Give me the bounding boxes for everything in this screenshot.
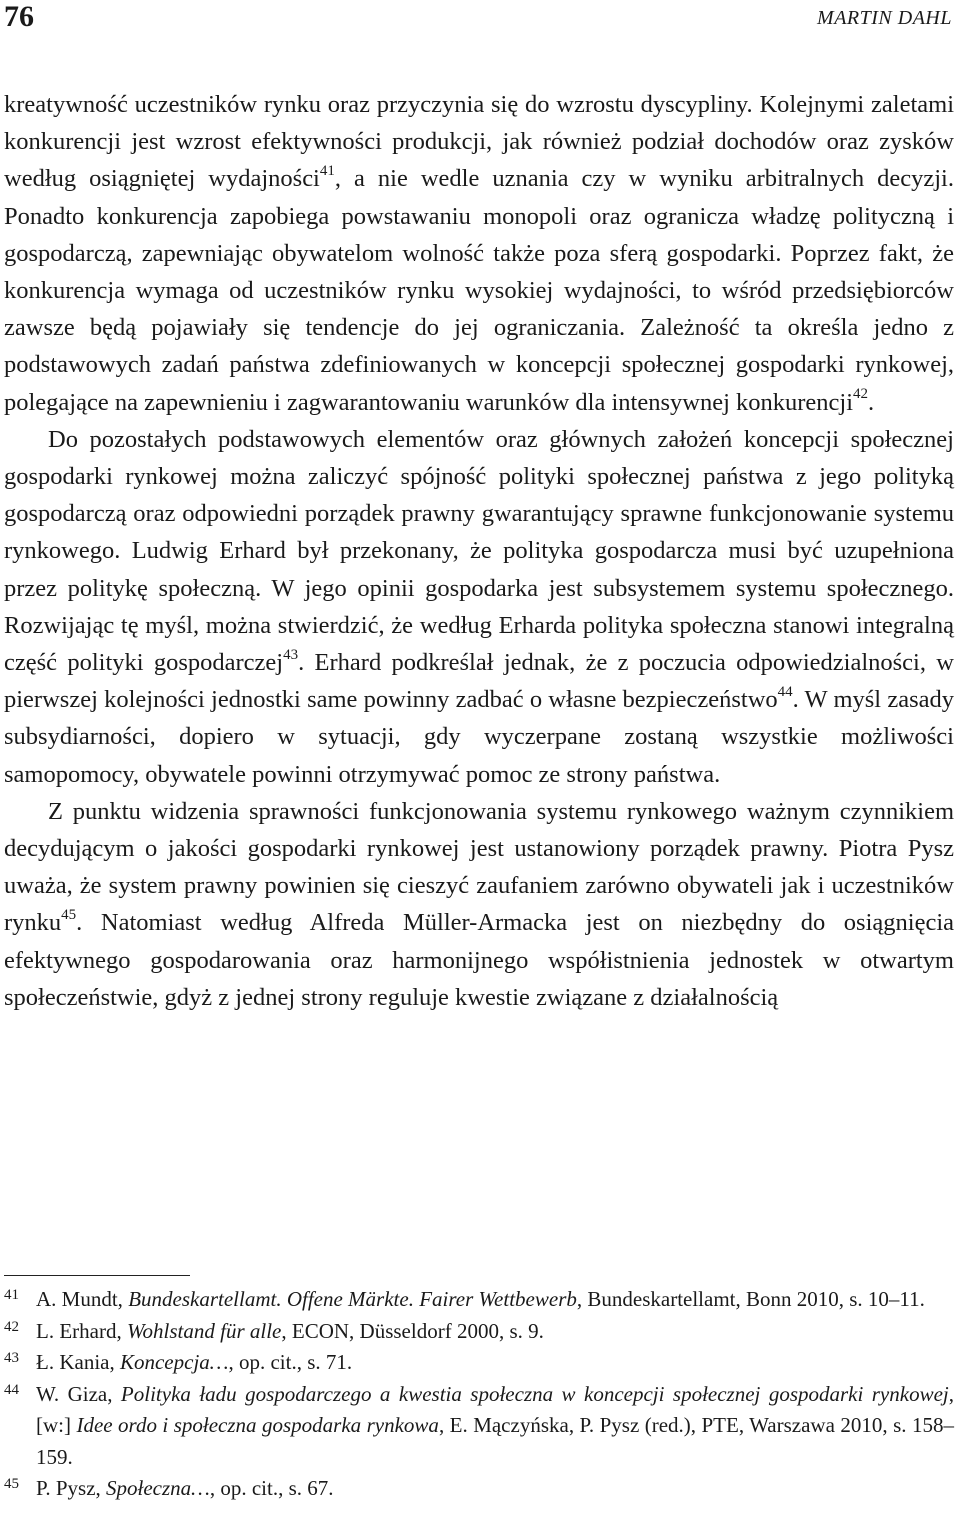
fn-run: , [w:] (36, 1381, 954, 1437)
footnote-41 (4, 1284, 954, 1316)
fn-run: , ECON, Düsseldorf 2000, s. 9. (281, 1318, 544, 1343)
footnote-ref-42: 42 (853, 386, 869, 403)
text-run: . (868, 388, 875, 416)
running-head: MARTIN DAHL (817, 7, 952, 29)
footnote-ref-44: 44 (777, 684, 793, 701)
paragraph-3 (4, 793, 954, 1016)
text-run: Z punktu widzenia sprawności funkcjonowania systemu rynkowego ważnym czynnikiem decydującym o jakości gospodarki rynkowej jest ustanowiony porządek prawny. Piotra Pysz uważa, że system prawny powinien się cieszyć zaufaniem zarówno obywateli jak i uczestników rynku (4, 797, 954, 937)
footnote-text (36, 1284, 954, 1316)
footnote-text (36, 1379, 954, 1474)
fn-title: Bundeskartellamt. Offene Märkte. Fairer Wettbewerb (128, 1287, 577, 1311)
fn-run: W. Giza, (36, 1381, 121, 1406)
fn-title: Polityka ładu gospodarczego a kwestia społeczna w koncepcji społecznej gospodarki rynkowej (120, 1381, 949, 1406)
page-header (0, 0, 960, 40)
footnote-ref-43: 43 (283, 646, 299, 663)
footnote-text (36, 1347, 954, 1379)
fn-title: Idee ordo i społeczna gospodarka rynkowa (76, 1413, 439, 1437)
text-run: Do pozostałych podstawowych elementów oraz głównych założeń koncepcji społecznej gospodarki rynkowej można zaliczyć spójność polityki społecznej państwa z jego polityką gospodarczą oraz odpowiedni porządek prawny gwarantujący sprawne funkcjonowanie systemu rynkowego. Ludwig Erhard był przekonany, że polityka gospodarcza musi być uzupełniona przez politykę społeczną. W jego opinii gospodarka jest subsystemem systemu społecznego. Rozwijając tę myśl, można stwierdzić, że według Erharda polityka społeczna stanowi integralną część polityki gospodarczej (4, 425, 954, 677)
footnote-number: 43 (4, 1350, 19, 1366)
fn-run: A. Mundt, (36, 1287, 129, 1311)
main-text (4, 86, 954, 1016)
footnote-number: 41 (4, 1287, 19, 1303)
footnote-separator (4, 1275, 190, 1276)
fn-run: , op. cit., s. 67. (209, 1476, 334, 1500)
footnote-text (36, 1316, 954, 1348)
paragraph-1 (4, 86, 954, 421)
footnote-number: 44 (4, 1381, 19, 1398)
fn-run: P. Pysz, (36, 1476, 107, 1500)
fn-title: Koncepcja… (119, 1350, 229, 1374)
fn-run: Ł. Kania, (36, 1350, 120, 1374)
text-run: . W myśl zasady subsydiarności, dopiero w sytuacji, gdy wyczerpane zostaną wszystkie możliwości samopomocy, obywatele powinni otrzymywać pomoc ze strony państwa. (4, 686, 954, 788)
footnote-42 (4, 1316, 954, 1348)
text-run: . Natomiast według Alfreda Müller-Armacka jest on niezbędny do osiągnięcia efektywnego gospodarowania oraz harmonijnego współistnienia jednostek w otwartym społeczeństwie, gdyż z jednej strony reguluje kwestie związane z działalnością (4, 909, 954, 1011)
footnote-number: 42 (4, 1318, 19, 1335)
footnote-45 (4, 1473, 954, 1505)
fn-run: , Bundeskartellamt, Bonn 2010, s. 10–11. (576, 1287, 925, 1311)
fn-run: , op. cit., s. 71. (228, 1350, 353, 1374)
footnote-43 (4, 1347, 954, 1379)
footnote-44 (4, 1379, 954, 1474)
text-run: , a nie wedle uznania czy w wyniku arbitralnych decyzji. Ponadto konkurencja zapobiega powstawaniu monopoli oraz ogranicza władzę polityczną i gospodarczą, zapewniając obywatelom wolność także poza sferą gospodarki. Poprzez fakt, że konkurencja wymaga od uczestników rynku wysokiej wydajności, to wśród przedsiębiorców zawsze będą pojawiały się tendencje do jej ograniczania. Zależność ta określa jedno z podstawowych zadań państwa zdefiniowanych w koncepcji społecznej gospodarki rynkowej, polegające na zapewnieniu i zagwarantowaniu warunków dla intensywnej konkurencji (4, 165, 954, 416)
footnotes (4, 1284, 954, 1505)
fn-title: Społeczna… (106, 1476, 210, 1500)
page-number: 76 (4, 0, 34, 33)
text-run: . Erhard podkreślał jednak, że z poczucia odpowiedzialności, w pierwszej kolejności jednostki same powinny zadbać o własne bezpieczeństwo (4, 649, 954, 714)
footnote-number: 45 (4, 1476, 19, 1492)
paragraph-2 (4, 421, 954, 793)
fn-run: , E. Mączyńska, P. Pysz (red.), PTE, Warszawa 2010, s. 158–159. (36, 1413, 954, 1469)
footnote-ref-45: 45 (61, 907, 77, 924)
fn-run: L. Erhard, (36, 1318, 127, 1343)
footnote-text (36, 1473, 954, 1505)
fn-title: Wohlstand für alle (126, 1318, 282, 1343)
footnote-ref-41: 41 (319, 163, 335, 180)
text-run: kreatywność uczestników rynku oraz przyczynia się do wzrostu dyscypliny. Kolejnymi zaletami konkurencji jest wzrost efektywności produkcji, jak również podział dochodów oraz zysków według osiągniętej wydajności (4, 91, 954, 193)
